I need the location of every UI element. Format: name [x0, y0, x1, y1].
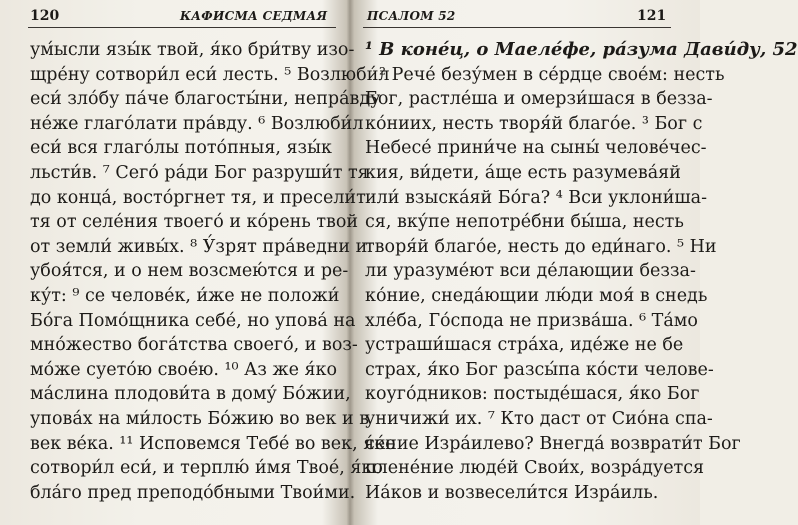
text-line: убоя́тся, и о нем возсмею́тся и ре-: [30, 261, 349, 282]
left-page-text: [30, 38, 396, 505]
page-number: 120: [30, 8, 60, 24]
right-page-text: [365, 38, 798, 505]
text-line: бла́го пред преподо́бными Твои́ми.: [30, 482, 356, 503]
text-line: тя от селе́ния твоего́ и ко́рень твой: [30, 212, 359, 233]
text-line: ся, вку́пе непотре́бни бы́ша, несть: [365, 212, 684, 233]
right-page-header: [357, 6, 700, 26]
text-line: ² Рече́ безу́мен в се́рдце свое́м: несть: [379, 64, 725, 85]
text-line: не́же глаго́лати пра́вду. ⁶ Возлюби́л: [30, 113, 364, 134]
right-page: [357, 0, 798, 525]
text-line: от земли́ живы́х. ⁸ У́зрят пра́ведни и: [30, 236, 368, 257]
text-line: коуго́дников: постыде́шася, я́ко Бог: [365, 384, 700, 405]
text-line: хле́ба, Го́спода не призва́ша. ⁶ Та́мо: [365, 310, 698, 331]
text-line: сотвори́л еси́, и терплю́ и́мя Твое́, я́ко: [30, 458, 383, 479]
text-line: устраши́шася стра́ха, иде́же не бе: [365, 335, 684, 356]
text-line: ку́т: ⁹ се челове́к, и́же не положи́: [30, 285, 340, 306]
text-line: Небесе́ прини́че на сыны́ челове́чес-: [365, 138, 707, 159]
text-line: до конца́, востóргнет тя, и пресели́т: [30, 187, 366, 208]
text-line: се́ние Изра́илево? Внегда́ возврати́т Бог: [365, 433, 741, 454]
text-line: ум́ысли язы́к твой, я́ко бри́тву изо-: [30, 40, 355, 60]
text-line: Иа́ков и возвесели́тся Изра́иль.: [365, 482, 659, 503]
text-line: ма́слина плодови́та в дому́ Бо́жии,: [30, 384, 351, 405]
left-page-header: [0, 6, 343, 26]
text-line: плене́ние люде́й Свои́х, возра́дуется: [365, 458, 705, 479]
text-line: Бо́га Помо́щника себе́, но упова́ на: [30, 310, 356, 331]
text-line: творя́й благо́е, несть до еди́наго. ⁵ Ни: [365, 236, 717, 257]
text-line: еси́ вся глаго́лы пото́пныя, язы́к: [30, 138, 332, 159]
text-line: век ве́ка. ¹¹ Исповемся Тебе́ во век, я́ко: [30, 433, 396, 454]
text-line: или́ взыска́яй Бо́га? ⁴ Вси уклони́шa-: [365, 187, 708, 208]
text-line: упова́х на ми́лость Бо́жию во век и в: [30, 408, 370, 429]
running-head: ПСАЛОМ 52: [367, 9, 456, 23]
text-line: ко́ниих, несть творя́й благо́е. ³ Бог с: [365, 113, 703, 134]
text-line: ли уразуме́ют вси де́лающии безза-: [365, 261, 696, 282]
text-line: еси́ зло́бу па́че благосты́ни, непра́вду: [30, 89, 381, 110]
text-line: ко́ние, снеда́ющии лю́ди моя́ в снедь: [365, 285, 708, 306]
running-head: КАФИСМА СЕДМАЯ: [180, 9, 328, 23]
text-line: мо́же суето́ю свое́ю. ¹⁰ Аз же я́ко: [30, 359, 338, 380]
text-line: щре́ну сотвори́л еси́ лесть. ⁵ Возлюби́л: [30, 64, 390, 85]
text-line: уничижи́ их. ⁷ Кто даст от Сио́на спа-: [365, 408, 713, 429]
text-line: кия, ви́дети, а́ще есть разумева́яй: [365, 162, 681, 183]
text-line: мно́жество бога́тства своего́, и воз-: [30, 335, 358, 356]
psalm-title: ¹ В коне́ц, о Маеле́фе, ра́зума Дави́ду, 52: [365, 39, 798, 60]
header-rule: [363, 27, 671, 28]
text-line: Бог, растле́ша и омерзи́шася в безза-: [365, 89, 713, 110]
text-line: льсти́в. ⁷ Сего́ ра́ди Бог разруши́т тя: [30, 162, 369, 183]
header-rule: [28, 27, 336, 28]
page-number: 121: [637, 8, 667, 24]
left-page: [0, 0, 396, 525]
text-line: страх, я́ко Бог разсы́па ко́сти челове-: [365, 359, 714, 380]
